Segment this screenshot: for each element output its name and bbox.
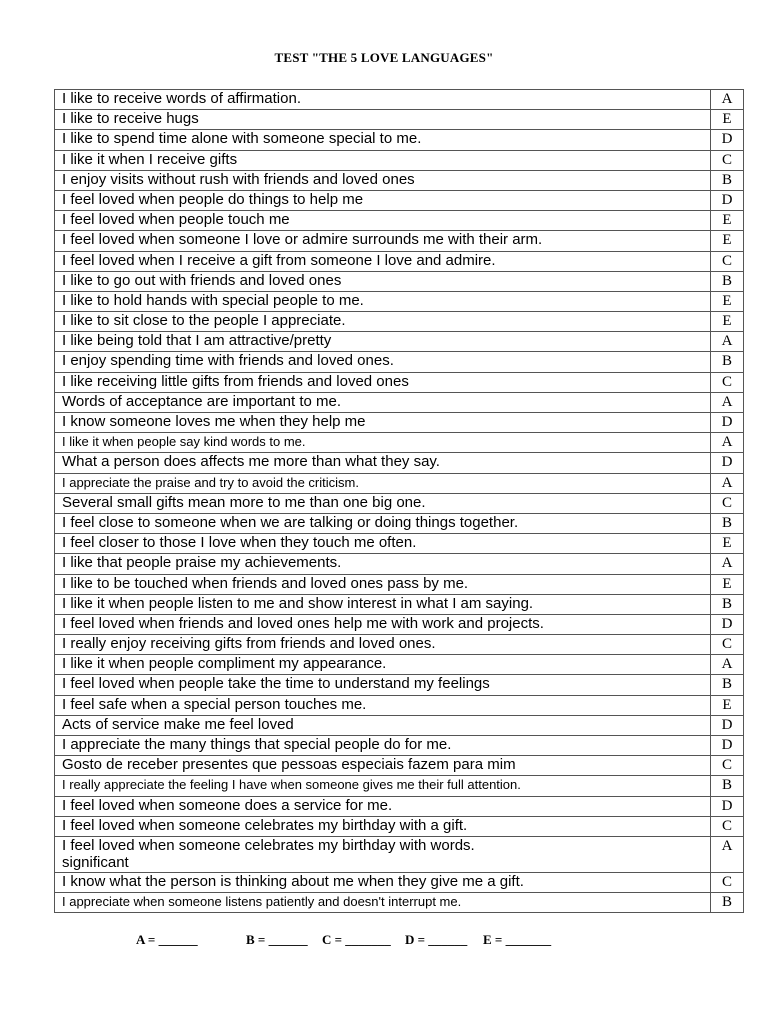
statement-text: I feel loved when people take the time to understand my feelings [62,675,490,693]
table-row [55,756,744,776]
statement-text: Words of acceptance are important to me. [62,392,342,410]
table-row [55,190,744,210]
table-row [55,231,744,251]
language-code-cell: B [711,513,744,533]
statement-text: I feel loved when people do things to help me [62,190,364,208]
statement-text: I like being told that I am attractive/pretty [62,332,332,350]
statement-text: I feel close to someone when we are talking or doing things together. [62,513,519,531]
statement-cell [55,554,711,574]
statement-text: I really appreciate the feeling I have when someone gives me their full attention. [62,777,521,793]
statement-cell [55,473,711,493]
statement-cell [55,574,711,594]
table-row [55,392,744,412]
language-code-cell: D [711,796,744,816]
statement-cell [55,695,711,715]
statement-cell [55,251,711,271]
language-code-cell: E [711,291,744,311]
statement-text: I like receiving little gifts from friends and loved ones [62,372,409,390]
total-b: B = ______ [246,932,308,947]
statement-cell [55,756,711,776]
language-code-cell: A [711,655,744,675]
statement-text: I feel loved when friends and loved ones help me with work and projects. [62,614,544,632]
statement-cell [55,150,711,170]
table-row [55,473,744,493]
statement-cell [55,312,711,332]
language-code-cell: A [711,90,744,110]
table-row [55,211,744,231]
total-d: D = ______ [405,932,468,947]
language-code-cell: B [711,675,744,695]
table-row [55,251,744,271]
table-row [55,872,744,892]
statement-cell [55,130,711,150]
language-code-cell: E [711,231,744,251]
language-code-cell: E [711,574,744,594]
statement-cell [55,816,711,836]
statement-text: I like to spend time alone with someone special to me. [62,130,422,148]
table-row [55,836,744,872]
language-code-cell: D [711,736,744,756]
statement-text: I like to be touched when friends and loved ones pass by me. [62,574,469,592]
statement-text: Several small gifts mean more to me than one big one. [62,493,426,511]
table-row [55,413,744,433]
table-row [55,614,744,634]
table-row [55,655,744,675]
statement-cell [55,433,711,453]
language-code-cell: C [711,756,744,776]
table-row [55,695,744,715]
statement-text: I appreciate when someone listens patiently and doesn't interrupt me. [62,894,462,910]
statement-cell [55,231,711,251]
language-code-cell: D [711,413,744,433]
statement-text: I appreciate the praise and try to avoid the criticism. [62,474,359,490]
language-code-cell: C [711,493,744,513]
language-code-cell: B [711,893,744,913]
language-code-cell: B [711,352,744,372]
table-row [55,493,744,513]
language-code-cell: D [711,190,744,210]
language-code-cell: D [711,453,744,473]
statement-text: I feel loved when someone celebrates my birthday with words. [62,836,475,854]
statement-cell [55,392,711,412]
statement-cell [55,352,711,372]
table-row [55,635,744,655]
love-languages-table [54,89,744,913]
statement-cell [55,493,711,513]
language-code-cell: B [711,776,744,796]
language-code-cell: C [711,251,744,271]
language-code-cell: B [711,170,744,190]
statement-text: Gosto de receber presentes que pessoas especiais fazem para mim [62,756,516,774]
statement-cell [55,271,711,291]
statement-cell [55,736,711,756]
statement-text: I know someone loves me when they help me [62,413,366,430]
statement-cell [55,513,711,533]
statement-text: I like to sit close to the people I appreciate. [62,312,346,330]
statement-cell [55,836,711,872]
statement-text: I feel safe when a special person touches me. [62,695,367,713]
table-row [55,453,744,473]
statement-cell [55,170,711,190]
statement-text: I like to receive hugs [62,110,199,128]
language-code-cell: D [711,715,744,735]
statement-cell [55,332,711,352]
statement-text: I like to hold hands with special people to me. [62,291,364,309]
statement-cell [55,715,711,735]
statement-cell [55,776,711,796]
statement-text: I feel closer to those I love when they touch me often. [62,534,417,552]
total-e: E = _______ [483,932,552,947]
table-row [55,554,744,574]
table-row [55,372,744,392]
statement-text: I feel loved when I receive a gift from someone I love and admire. [62,251,496,269]
language-code-cell: A [711,392,744,412]
table-row [55,534,744,554]
statement-text: I feel loved when someone does a service for me. [62,796,393,814]
language-code-cell: C [711,372,744,392]
statement-cell [55,655,711,675]
table-row [55,170,744,190]
statement-text: I like it when people listen to me and show interest in what I am saying. [62,594,534,612]
statement-text: I really enjoy receiving gifts from friends and loved ones. [62,635,436,653]
table-row [55,110,744,130]
table-row [55,291,744,311]
table-row [55,150,744,170]
statement-cell [55,291,711,311]
statement-text: I appreciate the many things that special people do for me. [62,736,452,753]
total-c: C = _______ [322,932,391,947]
table-row [55,893,744,913]
table-row [55,736,744,756]
language-code-cell: A [711,332,744,352]
page-title: TEST "THE 5 LOVE LANGUAGES" [274,50,494,65]
table-row [55,312,744,332]
statement-text-continued: significant [62,853,129,871]
language-code-cell: A [711,836,744,872]
statement-text: I feel loved when someone I love or admire surrounds me with their arm. [62,231,543,249]
table-row [55,271,744,291]
statement-text: I like to go out with friends and loved ones [62,271,342,289]
statement-text: I like that people praise my achievements. [62,554,342,572]
statement-cell [55,635,711,655]
language-code-cell: E [711,534,744,554]
statement-text: I like to receive words of affirmation. [62,90,301,107]
language-code-cell: B [711,594,744,614]
language-code-cell: C [711,816,744,836]
table-row [55,574,744,594]
statement-cell [55,534,711,554]
table-row [55,776,744,796]
statement-text: What a person does affects me more than what they say. [62,453,440,471]
statement-cell [55,90,711,110]
language-code-cell: D [711,614,744,634]
statement-cell [55,675,711,695]
language-code-cell: A [711,433,744,453]
table-row [55,675,744,695]
table-row [55,513,744,533]
statement-cell [55,872,711,892]
language-code-cell: C [711,872,744,892]
table-row [55,90,744,110]
statement-cell [55,413,711,433]
statement-cell [55,594,711,614]
statement-cell [55,796,711,816]
statement-cell [55,614,711,634]
statement-text: I know what the person is thinking about me when they give me a gift. [62,872,524,890]
table-row [55,352,744,372]
statement-cell [55,453,711,473]
statement-cell [55,190,711,210]
table-row [55,715,744,735]
total-a: A = ______ [136,932,198,947]
language-code-cell: A [711,473,744,493]
table-row [55,594,744,614]
statement-cell [55,372,711,392]
statement-text: Acts of service make me feel loved [62,715,294,733]
language-code-cell: A [711,554,744,574]
language-code-cell: D [711,130,744,150]
statement-text: I like it when people say kind words to me. [62,434,306,450]
table-body [55,90,744,913]
statement-text: I like it when people compliment my appearance. [62,655,387,673]
statement-cell [55,110,711,130]
language-code-cell: E [711,211,744,231]
language-code-cell: C [711,635,744,655]
statement-cell [55,893,711,913]
language-code-cell: E [711,312,744,332]
language-code-cell: C [711,150,744,170]
statement-text: I feel loved when someone celebrates my birthday with a gift. [62,816,468,834]
language-code-cell: E [711,110,744,130]
table-row [55,816,744,836]
statement-text: I feel loved when people touch me [62,211,290,229]
statement-text: I enjoy visits without rush with friends and loved ones [62,170,415,188]
table-row [55,130,744,150]
table-row [55,796,744,816]
statement-cell [55,211,711,231]
table-row [55,332,744,352]
statement-text: I like it when I receive gifts [62,150,238,168]
statement-text: I enjoy spending time with friends and loved ones. [62,352,394,370]
language-code-cell: E [711,695,744,715]
table-row [55,433,744,453]
language-code-cell: B [711,271,744,291]
